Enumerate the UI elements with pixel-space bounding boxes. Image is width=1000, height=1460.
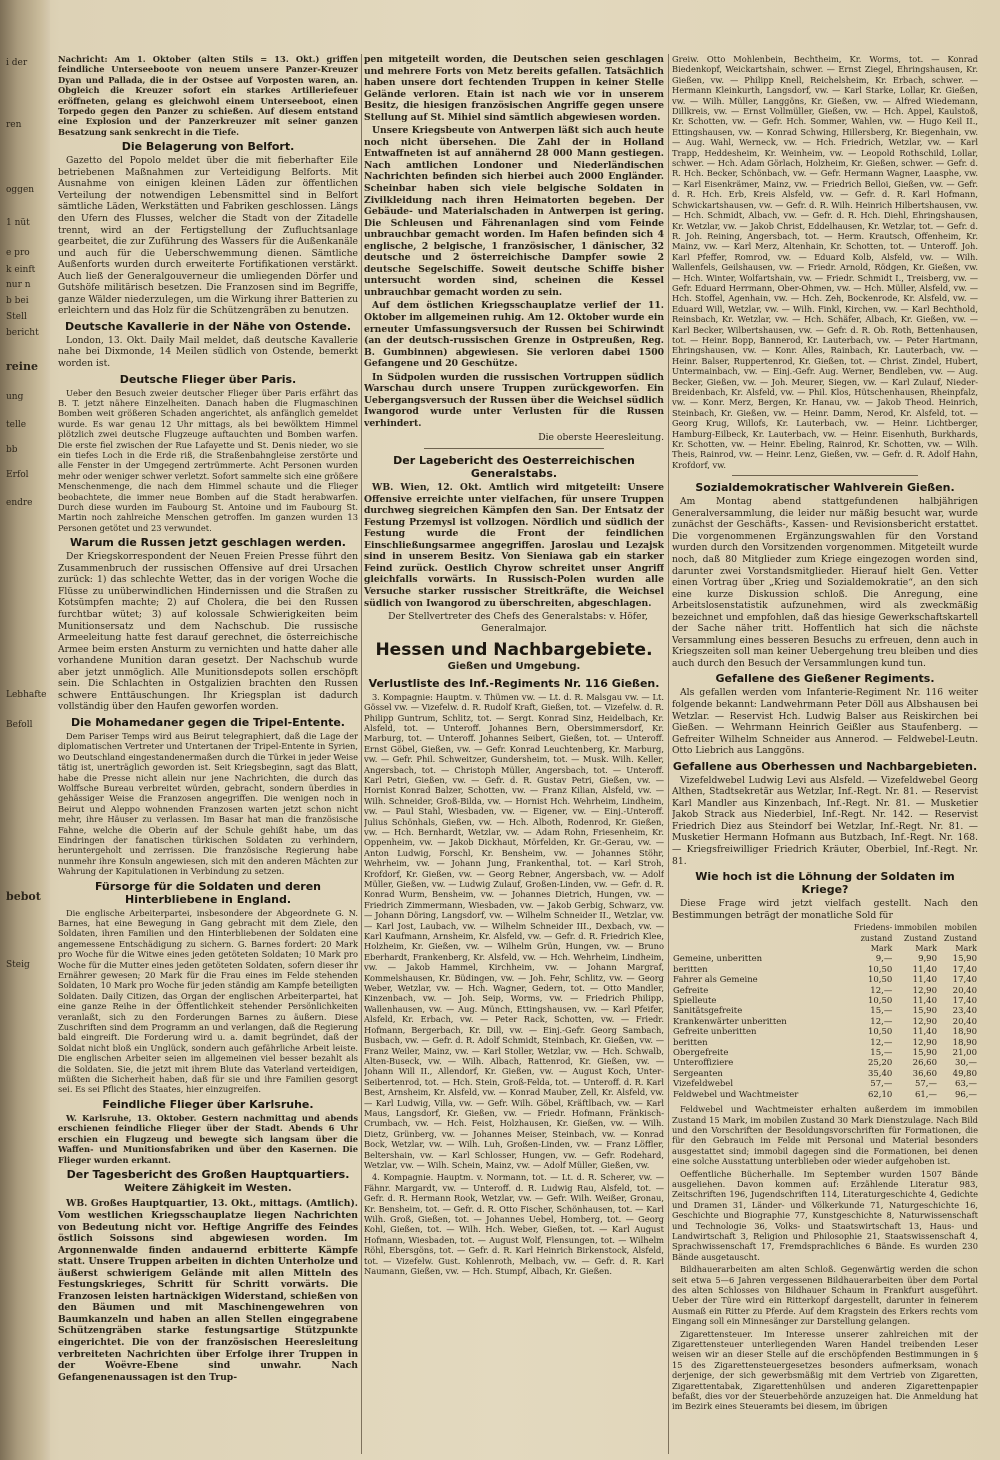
pay-value-cell: 21,00 [952, 1048, 977, 1059]
gutter-fragment: e pro [6, 248, 30, 258]
pay-table-body [672, 954, 978, 1100]
pay-value-cell: 18,90 [952, 1027, 977, 1038]
pay-table-row [672, 965, 978, 975]
column-3 [672, 54, 978, 1454]
article-title-karlsruhe: Feindliche Flieger über Karlsruhe. [102, 1097, 314, 1111]
pay-value-cell: 15,— [870, 1006, 893, 1017]
pay-value-cell: 26,60 [912, 1058, 937, 1069]
gutter-fragment: ren [6, 120, 22, 130]
pay-value-cell: 11,40 [912, 996, 937, 1007]
pay-table-row [672, 1017, 978, 1027]
article-text-fuersorge: Die englische Arbeiterpartei, insbesondere der Abgeordnete G. N. Barnes, hat eine Bewegung in Gang gebracht mit dem Ziele, den Soldaten, ihren Familien und den Hinterbliebenen der Soldaten eine angemessene Entschädigung zu sichern. G. Barnes fordert: 20 Mark pro Woche für die Witwe eines jeden getöteten Soldaten; 10 Mark pro Woche für die Mutter eines jeden getöteten Soldaten, sofern dieser ihr Ernährer gewesen; 20 Mark für die Frau eines im Felde stehenden Soldaten, 10 Mark pro Woche für jeden ständig am Kampfe beteiligten Soldaten. Daily Citizen, das Organ der englischen Arbeiterpartei, hat eine ganze Reihe in der Öffentlichkeit stehender Persönlichkeiten veranlaßt, sich zu den Forderungen Barnes zu äußern. Diese Zuschriften sind dem Programm an und verlangen, daß die Regierung bald eingreift. Die Forderung wird u. a. damit begründet, daß der Soldat nicht bloß ein Unglück, sondern auch gefährliche Arbeit leiste. Die englischen Arbeiter seien im allgemeinen viel besser bezahlt als die Soldaten. Sie, die jetzt mit ihrem Blute das Vaterland verteidigen, müßten die Sicherheit haben, daß für sie und ihre Familien gesorgt sei. Es sei Pflicht des Staates, hier einzugreifen. [58, 907, 358, 1095]
article-subtitle-tagesbericht: Weitere Zähigkeit im Westen. [124, 1182, 292, 1194]
pay-rank-cell: Sanitätsgefreite [673, 1006, 743, 1017]
article-title-tagesbericht: Der Tagesbericht des Großen Hauptquartiers. [66, 1167, 350, 1181]
article-bildhauer: Bildhauerarbeiten am alten Schloß. Gegenwärtig werden die schon seit etwa 5—6 Jahren vergessenen Bildhauerarbeiten über dem Portal des alten Schlosses von Bildhauer Schaum in Frankfurt ausgeführt. Ueber der Türe wird ein Ritterkopf dargestellt, darunter in feinerem Ausmaß ein Ritter zu Pferde. Auf dem Kragstein des Erkers rechts vom Eingang soll ein Minnesänger zur Darstellung gelangen. [672, 1264, 978, 1327]
pay-value-cell: 17,40 [952, 964, 977, 975]
gutter-fragment: ung [6, 392, 24, 402]
article-text-mohammedaner: Dem Pariser Temps wird aus Beirut telegraphiert, daß die Lage der diplomatischen Vertreter und Untertanen der Tripel-Entente in Syrien, wo Deutschland eingestandenermaßen durch die Türkei in jeder Weise tätig ist, unerträglich geworden ist. Seit Kriegsbeginn, sagt das Blatt, habe die Presse nicht allein nur jene Nachrichten, die durch das Wolffsche Bureau verbreitet würden, gebracht, sondern überdies in gehässiger Weise die Franzosen angegriffen. Die wenigen noch in Beirut und Aleppo wohnenden Franzosen warten jetzt schon nicht mehr, ihre Häuser zu verlassen. Im Basar hat man die französische Fahne, welche die Oberin auf der Schule gehißt habe, um das Eindringen der fanatischen türkischen Soldaten zu verhindern, heruntergeholt und zerrissen. Die französische Regierung habe nunmehr ihre Konsuln angewiesen, sich mit den anderen Mächten zur Wahrung der Kapitulationen in Verbindung zu setzen. [58, 730, 358, 877]
article-text-oesterreich: WB. Wien, 12. Okt. Amtlich wird mitgeteilt: Unsere Offensive erreichte unter vielfachen, für unsere Truppen durchweg siegreichen Kämpfen den San. Der Entsatz der Festung Przemysl ist vollzogen. Nördlich und südlich der Festung wurde die Front der feindlichen Einschließungsarmee angegriffen. Jaroslau und Lezajsk sind in unserem Besitz. Von Sieniawa gab ein starker Feind zurück. Oestlich Chyrow schreitet unser Angriff gleichfalls vorwärts. In Russisch-Polen wurden alle Versuche starker russischer Streitkräfte, die Weichsel südlich von Iwangorod zu überschreiten, abgeschlagen. [364, 482, 664, 609]
section-title-hessen: Hessen und Nachbargebiete. [375, 640, 653, 661]
pay-value-cell: 20,40 [952, 985, 977, 996]
divider [424, 448, 604, 449]
gutter-fragment: Lebhafte [6, 690, 47, 700]
pay-value-cell: 15,90 [912, 1006, 937, 1017]
pay-value-cell: 10,50 [867, 975, 893, 986]
pay-rank-cell: Feldwebel und Wachtmeister [673, 1089, 799, 1100]
tagesbericht-continuation: pen mitgeteilt worden, die Deutschen seien geschlagen und mehrere Forts von Metz bereits gefallen. Tatsächlich haben unsere dort fechtenden Truppen in keiner Stelle Gelände verloren. Etain ist nach wie vor in unserem Besitz, die hiesigen französischen Angriffe gegen unsere Stellung auf St. Mihiel sind sämtlich abgewiesen worden. [364, 54, 664, 123]
column-rule [361, 54, 362, 1454]
pay-table-row [672, 986, 978, 996]
gutter-fragment: bericht [6, 328, 39, 338]
pay-value-cell: 36,60 [912, 1068, 937, 1079]
pay-value-cell: 12,— [870, 1016, 893, 1027]
pay-header-cell: mobilen Zustand Mark [943, 923, 977, 954]
eastern-front-report: Auf dem östlichen Kriegsschauplatze verlief der 11. Oktober im allgemeinen ruhig. Am 12. Oktober wurde ein erneuter Umfassungsversuch der Russen bei Schirwindt (an der deutsch-russischen Grenze in Ostpreußen, Reg. B. Gumbinnen) abgewiesen. Sie verloren dabei 1500 Gefangene und 20 Geschütze. [364, 300, 664, 370]
pay-table-row [672, 1058, 978, 1068]
article-text-gefallene: Als gefallen werden vom Infanterie-Regiment Nr. 116 weiter folgende bekannt: Landwehrmann Peter Döll aus Albshausen bei Wetzlar. — Reservist Hch. Ludwig Balser aus Reiskirchen bei Gießen. — Wehrmann Heinrich Geißler aus Staufenberg. — Gefreiter Wilhelm Schneider aus Annerod. — Feldwebel-Leutn. Otto Liebrich aus Langgöns. [672, 687, 978, 757]
article-text-tagesbericht: WB. Großes Hauptquartier, 13. Okt., mittags. (Amtlich). Vom westlichen Kriegsschauplatze liegen Nachrichten von Bedeutung nicht vor. Heftige Angriffe des Feindes östlich Soissons sind abgewiesen worden. Im Argonnenwalde finden andauernd erbitterte Kämpfe statt. Unsere Truppen arbeiten in dichten Unterholze und äußerst schwierigem Gelände mit allen Mitteln des Festungskrieges, Schritt für Schritt vorwärts. Die Franzosen leisten hartnäckigen Widerstand, schießen von den Bäumen und mit Maschinengewehren von Baumkanzeln und haben an allen Stellen eingegrabene Schützengräben starke festungsartige Stützpunkte eingerichtet. Die von der französischen Heeresleitung verbreiteten Nachrichten über Erfolge ihrer Truppen in der Woëvre-Ebene sind unwahr. Nach Gefangenenaussagen ist den Trup- [58, 1198, 358, 1383]
signature-heeresleitung: Die oberste Heeresleitung. [538, 431, 664, 443]
pay-table-row [672, 1027, 978, 1037]
pay-value-cell: 10,50 [867, 1027, 893, 1038]
casualty-list-4th-company: 4. Kompagnie. Hauptm. v. Normann, tot. — Lt. d. R. Scherer, vw. — Fähnr. Margardt, vw. — Unteroff. d. R. Ludwig Rau, Alsfeld, tot. — Gefr. d. R. Hermann Rook, Wetzlar, vw. — Gefr. Wilh. Weißer, Gronau, Kr. Bensheim, tot. — Gefr. d. R. Otto Fischer, Schönhausen, tot. — Karl Wilh. Groß, Gießen, tot. — Johannes Uebel, Homberg, tot. — Georg Kohl, Gießen, tot. — Wilh. Hch. Weber, Gießen, tot. — Karl August Hofmann, Wiesbaden, tot. — August Wolf, Flensungen, tot. — Wilhelm Röhl, Ebersgöns, tot. — Gefr. d. R. Karl Heinrich Birkenstock, Alsfeld, tot. — Vizefelw. Gust. Kohlenroth, Melbach, vw. — Gefr. d. R. Karl Naumann, Gießen, vw. — Hch. Stumpf, Albach, Kr. Gießen. [364, 1172, 664, 1277]
antwerpen-report: Unsere Kriegsbeute von Antwerpen läßt sich auch heute noch nicht übersehen. Die Zahl der in Holland Entwaffneten ist auf annähernd 28 000 Mann gestiegen. Nach amtlichen Londoner und Niederländischen Nachrichten befinden sich hierbei auch 2000 Engländer. Scheinbar haben sich viele belgische Soldaten in Zivilkleidung nach ihren Heimatorten begeben. Der Gebäude- und Materialschaden in Antwerpen ist gering. Die Schleusen und Fährenanlagen sind vom Feinde unbrauchbar gemacht worden. Im Hafen befinden sich 4 englische, 2 belgische, 1 französischer, 1 dänischer, 32 deutsche und 2 österreichische Dampfer sowie 2 deutsche Segelschiffe. Soweit deutsche Schiffe bisher untersucht worden sind, scheinen die Kessel unbrauchbar gemacht worden zu sein. [364, 125, 664, 298]
pay-value-cell: 12,— [870, 985, 893, 996]
article-title-verlustliste: Verlustliste des Inf.-Regiments Nr. 116 Gießen. [368, 676, 660, 690]
column-2 [364, 54, 664, 1454]
signature-generalstab: Der Stellvertreter des Chefs des Generalstabs: v. Höfer, Generalmajor. [388, 611, 648, 634]
pay-value-cell: 57,— [914, 1079, 937, 1090]
suedpolen-report: In Südpolen wurden die russischen Vortruppen südlich Warschau durch unsere Truppen zurückgeworfen. Ein Uebergangsversuch der Russen über die Weichsel südlich Iwangorod wurde unter Verlusten für die Russen verhindert. [364, 371, 664, 429]
pay-value-cell: 12,90 [912, 1016, 937, 1027]
gutter-fragment: Erfol [6, 470, 29, 480]
gutter-fragment: b bei [6, 296, 29, 306]
pay-value-cell: 49,80 [952, 1068, 977, 1079]
gutter-fragment: Stell [6, 312, 27, 322]
pay-value-cell: 9,— [875, 954, 893, 965]
column-rule [668, 54, 669, 1454]
article-text-oberhessen: Vizefeldwebel Ludwig Levi aus Alsfeld. — Vizefeldwebel Georg Althen, Stadtsekretär aus Wetzlar, Inf.-Regt. Nr. 81. — Reservist Karl Mandler aus Kinzenbach, Inf.-Regt. Nr. 81. — Musketier Jakob Strack aus Niederbiel, Inf.-Regt. Nr. 142. — Reservist Friedrich Diez aus Steindorf bei Wetzlar, Inf.-Regt. Nr. 81. — Musketier Hermann Hofmann aus Butzbach, Inf.-Regt. Nr. 168. — Kriegsfreiwilliger Friedrich Kräuter, Oberbiel, Inf.-Regt. Nr. 81. [672, 774, 978, 867]
article-title-gefallene: Gefallene des Gießener Regiments. [715, 672, 935, 686]
pay-table-row [672, 1048, 978, 1058]
pay-header-cell: Friedens-zustand Mark [853, 923, 893, 954]
pay-value-cell: 61,— [914, 1089, 937, 1100]
article-text-belfort: Gazetto del Popolo meldet über die mit fieberhafter Eile betriebenen Maßnahmen zur Verteidigung Belforts. Mit Ausnahme von einigen kleinen Läden zur öffentlichen Verteilung der notwendigen Lebensmittel sind in Belfort sämtliche Läden, Werkstätten und Fabriken geschlossen. Längs den Ufern des Flusses, welcher die Stadt von der Zitadelle trennt, wird an der Fertigstellung der Zufluchtsanlage gearbeitet, die zur Zuführung des Wassers für die Außenkanäle und auch für die Ueberschwemmung dienen. Sämtliche Außenforts wurden durch erweiterte Fortifikationen verstärkt. Auch ließ der Generalgouverneur die umliegenden Dörfer und Gutshöfe militärisch besetzen. Die Franzosen sind im Begriffe, ganze Wälder niederzulegen, um die Wirkung ihrer Batterien zu erleichtern und das Holz für die Schützengräben zu benutzen. [58, 155, 358, 317]
article-title-oberhessen: Gefallene aus Oberhessen und Nachbargebieten. [672, 759, 978, 773]
gutter-fragment: 1 nüt [6, 218, 30, 228]
pay-table-row [672, 975, 978, 985]
gutter-fragment: endre [6, 498, 33, 508]
pay-value-cell: 30,— [954, 1058, 977, 1069]
pay-value-cell: 15,90 [952, 954, 977, 965]
gutter-fragment: nur n [6, 280, 31, 290]
pay-value-cell: 17,40 [952, 996, 977, 1007]
pay-table-row [672, 1069, 978, 1079]
pay-value-cell: 35,40 [867, 1068, 893, 1079]
pay-table-row [672, 1038, 978, 1048]
article-text-spd: Am Montag abend stattgefundenen halbjährigen Generalversammlung, die leider nur mäßig besucht war, wurde zunächst der Geschäfts-, Kassen- und Revisionsbericht erstattet. Die vorgenommenen Ergänzungswahlen für den Vorstand wurden durch den Vorsitzenden vorgenommen. Mitgeteilt wurde noch, daß 80 Mitglieder zum Kriege eingezogen worden sind, darunter zwei Vorstandsmitglieder. Hierauf hielt Gen. Vetter einen Vortrag über „Krieg und Sozialdemokratie“, an den sich eine kurze Diskussion schloß. Die Anregung, eine Arbeitslosenstatistik aufzunehmen, wird als zweckmäßig bezeichnet und empfohlen, daß das hiesige Gewerkschaftskartell der Sache näher tritt. Hoffentlich hat sich die nächste Versammlung eines besseren Besuchs zu erfreuen, denn auch in Kriegszeiten soll man keiner Uebergehung treu bleiben und dies auch durch den Besuch der Versammlungen kund tun. [672, 496, 978, 669]
pay-header-cell [672, 923, 853, 954]
article-intro-sold: Diese Frage wird jetzt vielfach gestellt. Nach den Bestimmungen beträgt der monatliche Sold für [672, 898, 978, 921]
pay-value-cell: 25,20 [867, 1058, 893, 1069]
pay-value-cell: 12,— [870, 1037, 893, 1048]
pay-value-cell: 10,50 [867, 996, 893, 1007]
pay-table-row [672, 1079, 978, 1089]
article-text-karlsruhe: W. Karlsruhe, 13. Oktober. Gestern nachmittag und abends erschienen feindliche Flieger über der Stadt. Abends 6 Uhr erschien ein Flugzeug und bewegte sich langsam über die Waffen- und Munitionsfabriken und über den Kasernen. Die Flieger wurden erkannt. [58, 1112, 358, 1165]
gutter-fragment: bb [6, 445, 18, 455]
article-title-russen: Warum die Russen jetzt geschlagen werden. [70, 536, 346, 550]
pay-table-note: Feldwebel und Wachtmeister erhalten außerdem im immobilen Zustand 15 Mark, im mobilen Zustand 30 Mark Dienstzulage. Nach Bild und den Vorschriften der Besoldungsvorschriften für Formationen, die für den Gebrauch im Felde mit Personal und Material besonders ausgestattet sind; immobil dagegen sind die Formationen, bei denen eine solche Ausstattung unterblieben oder wieder aufgehoben ist. [672, 1104, 978, 1167]
column-1 [58, 54, 358, 1454]
pay-value-cell: 11,40 [912, 1027, 937, 1038]
pay-rank-cell: Obergefreite [673, 1048, 729, 1059]
pay-rank-cell: Spielleute [673, 996, 717, 1007]
pay-table [672, 923, 978, 1100]
pay-rank-cell: Gefreite unberitten [673, 1027, 757, 1038]
article-title-sold: Wie hoch ist die Löhnung der Soldaten im Kriege? [695, 870, 955, 897]
pay-value-cell: 12,90 [912, 985, 937, 996]
article-zigaretten: Zigarettensteuer. Im Interesse unserer zahlreichen mit der Zigarettensteuer unterliegenden Waren Handel treibenden Leser weisen wir an dieser Stelle auf die erschöpfenden Bestimmungen in § 15 des Zigarettensteuergesetzes besonders aufmerksam, wonach derjenige, der sich gewerbsmäßig mit dem Vertrieb von Zigaretten, Zigarettentabak, Zigarettenhülsen und anderen Zigarettenpapier befaßt, dies vor der Steuerbehörde anzuzeigen hat. Die Anmeldung hat im Bezirk eines Steueramts bei diesem, im übrigen [672, 1328, 978, 1412]
pay-rank-cell: beritten [673, 964, 708, 975]
pay-rank-cell: Unteroffiziere [673, 1058, 734, 1069]
article-title-mohammedaner: Die Mohamedaner gegen die Tripel-Entente. [71, 715, 345, 729]
article-text-russen: Der Kriegskorrespondent der Neuen Freien Presse führt den Zusammenbruch der russischen Offensive auf drei Ursachen zurück: 1) das schlechte Wetter, das in der vorigen Woche die Flüsse zu unüberwindlichen Hindernissen und die Straßen zu Kotsümpfen machte; 2) auf Cholera, die bei den Russen furchtbar wütet; 3) auf kolossale Schwierigkeiten beim Munitionsersatz und dem Nachschub. Die russische Armeeleitung hatte fest darauf gerechnet, die österreichische Armee beim ersten Ansturm zu vernichten und hatte daher alle vorhandene Munition daran gesetzt. Der Nachschub wurde aber jetzt unmöglich. Alle Munitionsdepots sollen erschöpft sein. Die Schlachten in Ostgalizien brachten den Russen schwere Enttäuschungen. Ihr Kriegsplan ist dadurch vollständig über den Haufen geworfen worden. [58, 551, 358, 713]
casualty-list-3rd-company: 3. Kompagnie: Hauptm. v. Thümen vw. — Lt. d. R. Malsgau vw. — Lt. Gössel vw. — Vizefelw. d. R. Rudolf Kraft, Gießen, tot. — Vizefelw. d. R. Philipp Guntrum, Schlitz, tot. — Sergt. Konrad Sinz, Heidelbach, Kr. Alsfeld, tot. — Unteroff. Johannes Bern, Obersimmersdorf, Kr. Marburg, tot. — Unteroff. Johannes Seibert, Gießen, tot. — Unteroff. Ernst Göbel, Gießen, vw. — Gefr. Konrad Leuchtenberg, Kr. Marburg, vw. — Gefr. Phil. Schweitzer, Gundersheim, tot. — Musk. Wilh. Keller, Angersbach, tot. — Christoph Müller, Angersbach, tot. — Unteroff. Karl Petri, Gießen, vw. — Gefr. d. R. Gustav Petri, Gießen, vw. — Hornist Konrad Balzer, Schotten, vw. — Franz Kilian, Alsfeld, vw. — Wilh. Schneider, Groß-Bilda, vw. — Hornist Hch. Wehrheim, Lindheim, vw. — Paul Stahl, Wiesbaden, vw. — Eigener, vw. — Einj.-Unteroff. Julius Schönhals, Gießen, vw. — Hch. Alboth, Rodenrod, Kr. Gießen, vw. — Hch. Bernhardt, Wetzlar, vw. — Adam Rohn, Friesenheim, Kr. Oppenheim, vw. — Jakob Dickhaut, Mörfelden, Kr. Gr.-Gerau, vw. — Anton Ludwig, Forschl, Kr. Bensheim, vw. — Johannes Stöhr, Wehrheim, vw. — Johann Jung, Frankenthal, tot. — Karl Stroh, Krofdorf, Kr. Gießen, vw. — Georg Rebner, Angersbach, vw. — Adolf Müller, Gießen, vw. — Ludwig Zulauf, Großen-Linden, vw. — Gefr. d. R. Konrad Wurm, Bensheim, vw. — Johannes Dietrich, Hungen, vw. — Friedrich Zimmermann, Wiesbaden, vw. — Jakob Gerbig, Schwarz, vw. — Johann Döring, Langsdorf, vw. — Wilhelm Schneider II., Wetzlar, vw. — Karl Jost, Laubach, vw. — Wilhelm Schneider III., Dexbach, vw. — Karl Kaufmann, Arnsheim, Kr. Alsfeld, vw. — Gefr. d. R. Friedrich Klee, Holzheim, Kr. Gießen, vw. — Wilhelm Grün, Hungen, vw. — Bruno Eberhardt, Frankenberg, Kr. Alsfeld, vw. — Hch. Wehrheim, Lindheim, vw. — Jakob Hammel, Kirchheim, vw. — Johann Margraf, Kommelshausen, Kr. Büdingen, vw. — Joh. Fehr, Schlitz, vw. — Georg Weber, Wetzlar, vw. — Hch. Wagner, Gedern, tot. — Otto Mandler, Kinzenbach, vw. — Joh. Seip, Worms, vw. — Friedrich Philipp, Wallenhausen, vw. — Aug. Münch, Ettingshausen, vw. — Karl Pfeifer, Alsfeld, Kr. Erbach, vw. — Peter Rack, Schotten, vw. — Friedr. Hofmann, Bergerbach, Kr. Dill, vw. — Einj.-Gefr. Georg Sambach, Busbach, vw. — Gefr. d. R. Adolf Schmidt, Steinbach, Kr. Gießen, vw. — Franz Weiler, Mainz, vw. — Karl Stoller, Wetzlar, vw. — Hch. Schwalb, Alten-Buseck, vw. — Wilh. Albach, Rattenrod, Kr. Gießen, vw. — Johann Will II., Allendorf, Kr. Gießen, vw. — August Koch, Unter-Seibertenrod, tot. — Hch. Stein, Groß-Felda, tot. — Unteroff. d. R. Karl Best, Arnsheim, Kr. Alsfeld, vw. — Konrad Mauber, Zell, Kr. Alsfeld, vw. — Karl Ludwig, Villa, vw. — Gefr. Wilh. Göbel, Kräftlbach, vw. — Karl Maus, Langsdorf, Kr. Gießen, vw. — Friedr. Hofmann, Fränkisch-Crumbach, vw. — Hch. Feist, Holzhausen, Kr. Gießen, vw. — Wilh. Dietz, Grünberg, vw. — Johannes Meiser, Steinbach, vw. — Konrad Bock, Wetzlar, vw. — Wilh. Luh, Großen-Linden, vw. — Franz Löffler, Beltershain, vw. — Karl Schlosser, Hungen, vw. — Gefr. Rodehard, Wetzlar, vw. — Wilh. Schein, Mainz, vw. — Adolf Müller, Gießen, vw. [364, 691, 664, 1170]
article-text-kavallerie: London, 13. Okt. Daily Mail meldet, daß deutsche Kavallerie nahe bei Dixmonde, 14 Meilen südlich von Ostende, bemerkt worden ist. [58, 334, 358, 369]
pay-value-cell: 96,— [954, 1089, 977, 1100]
pay-rank-cell: Vizefeldwebel [673, 1079, 734, 1090]
pay-rank-cell: Gefreite [673, 985, 709, 996]
pay-table-row [672, 996, 978, 1006]
pay-table-row [672, 1090, 978, 1100]
article-title-flieger-paris: Deutsche Flieger über Paris. [119, 372, 297, 386]
section-subtitle-giessen: Gießen und Umgebung. [447, 661, 581, 673]
pay-value-cell: 12,90 [912, 1037, 937, 1048]
article-title-belfort: Die Belagerung von Belfort. [121, 140, 295, 154]
binding-gutter [0, 0, 50, 1460]
article-text-flieger-paris: Ueber den Besuch zweier deutscher Flieger über Paris erfährt das B. T. jetzt nähere Einzelheiten. Danach haben die Flugmaschinen Bomben weit größeren Schaden angerichtet, als anfänglich gemeldet wurde. Es war genau 12 Uhr mittags, als bei bewölktem Himmel plötzlich zwei deutsche Flugzeuge auftauchten und Bomben warfen. Die erste fiel zwischen der Rue Lafayette und St. Denis nieder, wo sie ein tiefes Loch in die Erde riß, die Straßenbahngleise zerstörte und alle Fenster in der Umgegend zertrümmerte. Acht Personen wurden mehr oder weniger schwer verletzt. Sofort sammelte sich eine größere Menschenmenge, die nach dem Himmel schaute und die Flieger beobachtete, die immer neue Bomben auf die Stadt herabwarfen. Durch diese wurden im Faubourg St. Antoine und im Faubourg St. Martin noch zahlreiche Menschen getroffen. Im ganzen wurden 13 Personen getötet und 23 verwundet. [58, 387, 358, 533]
pay-value-cell: 15,— [870, 1048, 893, 1059]
gutter-fragment: Steig [6, 960, 30, 970]
pay-table-row [672, 954, 978, 964]
gutter-fragment: bebot [6, 890, 41, 903]
casualty-list-continuation: Greiw. Otto Mohlenbein, Bechtheim, Kr. Worms, tot. — Konrad Biedenkopf, Weickartshain, schwer. — Ernst Ziegel, Ehringshausen, Kr. Gießen, vw. — Philipp Knell, Reichelsheim, Kr. Erbach, schwer. — Hermann Kleinkurth, Langsdorf, vw. — Karl Starke, Lollar, Kr. Gießen, vw. — Wilh. Müller, Langgöns, Kr. Gießen, vw. — Alfred Wiedemann, Dillkreis, vw. — Ernst Vollmüller, Gießen, vw. — Hch. Appel, Kaulstoß, Kr. Schotten, vw. — Gefr. Hch. Sommer, Wahlen, vw. — Hugo Keil II., Ettingshausen, vw. — Konrad Schwing, Hillersberg, Kr. Biegenhain, vw. — Aug. Wahl, Werneck, vw. — Hch. Friedrich, Wetzlar, vw. — Karl Trapp, Heddesheim, Kr. Weinheim, vw. — Leopold Rothschild, Lollar, schwer. — Hch. Adam Görlach, Holzheim, Kr. Gießen, schwer. — Gefr. d. R. Hch. Becker, Schönbach, vw. — Gefr. Hermann Wagner, Laasphe, vw. — Karl Eisenkrämer, Mainz, vw. — Friedrich Belloi, Gießen, vw. — Gefr. d. R. Hch. Erb, Kreis Alsfeld, vw. — Gefr. d. R. Karl Hofmann, Schwickartshausen, vw. — Gefr. d. R. Wilh. Heinrich Hilbertshausen, vw. — Hch. Schmidt, Albach, vw. — Gefr. d. R. Hch. Diehl, Ehringshausen, Kr. Wetzlar, vw. — Jakob Christ, Eddelhausen, Kr. Wetzlar, tot. — Gefr. d. R. Joh. Reining, Angersbach, tot. — Herm. Krautsch, Offenheim, Kr. Mainz, vw. — Karl Merz, Altenhain, Kr. Schotten, tot. — Unteroff. Joh. Karl Pfeffer, Romrod, vw. — Eduard Kolb, Alsfeld, vw. — Wilh. Wallenfels, Geilshausen, vw. — Friedr. Arnold, Rödgen, Kr. Gießen, vw. — Hch. Winter, Wolfartshain, vw. — Friedr. Schmidt I., Treisberg, vw. — Gefr. Eduard Herrmann, Ober-Ohmen, vw. — Hch. Müller, Alsfeld, vw. — Hch. Stoffel, Agenhain, vw. — Hch. Zeh, Bockenrode, Kr. Alsfeld, vw. — Eduard Will, Wetzlar, vw. — Wilh. Finkl, Kirchen, vw. — Karl Bechthold, Reinsbach, Kr. Wetzlar, vw. — Hch. Schäfer, Albach, Kr. Gießen, vw. — Karl Becker, Wilbertshausen, vw. — Gefr. d. R. Ob. Roth, Bettenhausen, tot. — Heinr. Bopp, Bannerod, Kr. Lauterbach, vw. — Peter Hartmann, Ehringshausen, vw. — Konr. Alles, Rainbach, Kr. Lauterbach, vw. — Heinr. Balser, Ruppertenrod, Kr. Gießen, tot. — Christ. Zindel, Hubert, Untermainbach, vw. — Einj.-Gefr. Aug. Werner, Bendleben, vw. — Aug. Becker, Gießen, vw. — Joh. Meurer, Siegen, vw. — Karl Zulauf, Nieder-Breidenbach, Kr. Alsfeld, vw. — Phil. Klos, Hütschenhausen, Rheinpfalz, vw. — Konr. Merz, Bergen, Kr. Hanau, vw. — Jakob Theod. Heinrich, Steinbach, Kr. Gießen, vw. — Heinr. Damm, Nerod, Kr. Alsfeld, tot. — Georg Krug, Willofs, Kr. Lauterbach, vw. — Heinr. Lichtberger, Hamburg-Eilbeck, Kr. Lauterbach, vw. — Heinr. Eisenhuth, Burkhards, Kr. Schotten, vw. — Heinr. Ebeling, Rainrod, Kr. Schotten, vw. — Wilh. Theis, Rainrod, vw. — Heinr. Lenz, Gießen, vw. — Gefr. d. R. Adolf Hahn, Krofdorf, vw. [672, 54, 978, 470]
pay-rank-cell: beritten [673, 1037, 708, 1048]
pay-value-cell: 15,90 [912, 1048, 937, 1059]
pay-value-cell: 11,40 [912, 975, 937, 986]
pay-table-header [672, 923, 978, 954]
pay-rank-cell: Fahrer als Gemeine [673, 975, 758, 986]
pay-value-cell: 63,— [954, 1079, 977, 1090]
pay-value-cell: 57,— [870, 1079, 893, 1090]
gutter-fragment: k einft [6, 265, 36, 275]
pay-value-cell: 10,50 [867, 964, 893, 975]
article-buecherhalle: Oeffentliche Bücherhalle. Im September wurden 1507 Bände ausgeliehen. Davon kommen auf: Erzählende Literatur 983, Zeitschriften 196, Jugendschriften 114, Literaturgeschichte 4, Gedichte und Dramen 31, Länder- und Völkerkunde 71, Naturgeschichte 16, Geschichte und Biographie 77, Kunstgeschichte 8, Naturwissenschaft und Technologie 36, Volks- und Staatswirtschaft 13, Haus- und Landwirtschaft 3, Religion und Philosophie 21, Staatswissenschaft 4, Sprachwissenschaft 17, Fremdsprachliches 6 Bände. Es wurden 230 Bände ausgetauscht. [672, 1168, 978, 1262]
article-title-kavallerie: Deutsche Kavallerie in der Nähe von Ostende. [64, 319, 352, 333]
divider [732, 475, 918, 476]
article-title-oesterreich: Der Lagebericht des Oesterreichischen Generalstabs. [393, 454, 635, 481]
pay-value-cell: 62,10 [867, 1089, 893, 1100]
pay-value-cell: 18,90 [952, 1037, 977, 1048]
gutter-fragment: Befoll [6, 720, 33, 730]
pay-rank-cell: Sergeanten [673, 1068, 723, 1079]
pay-header-cell: immobilen Zustand Mark [894, 923, 937, 954]
pay-value-cell: 9,90 [918, 954, 937, 965]
naval-report: Nachricht: Am 1. Oktober (alten Stils = 13. Okt.) griffen feindliche Unterseeboote von neuem unsere Panzer-Kreuzer Dyan und Pallada, die in der Ostsee auf Vorposten waren, an. Obgleich die Kreuzer sofort ein starkes Artilleriefeuer eröffneten, gelang es gleichwohl einem Unterseeboot, einen Torpedo gegen den Panzer zu schießen. Auf diesem entstand eine Explosion und der Panzerkreuzer mit seiner ganzen Besatzung sank senkrecht in die Tiefe. [58, 54, 358, 137]
pay-rank-cell: Gemeine, unberitten [673, 954, 763, 965]
pay-rank-cell: Krankenwärter unberitten [673, 1016, 787, 1027]
article-title-spd: Sozialdemokratischer Wahlverein Gießen. [695, 481, 955, 495]
pay-value-cell: 23,40 [952, 1006, 977, 1017]
pay-table-row [672, 1006, 978, 1016]
pay-value-cell: 20,40 [952, 1016, 977, 1027]
gutter-fragment: i der [6, 58, 28, 68]
pay-value-cell: 17,40 [952, 975, 977, 986]
gutter-fragment: reine [6, 360, 38, 373]
article-title-fuersorge: Fürsorge für die Soldaten und deren Hinterbliebene in England. [94, 879, 322, 906]
gutter-fragment: oggen [6, 185, 35, 195]
gutter-fragment: telle [6, 420, 27, 430]
pay-value-cell: 11,40 [912, 964, 937, 975]
